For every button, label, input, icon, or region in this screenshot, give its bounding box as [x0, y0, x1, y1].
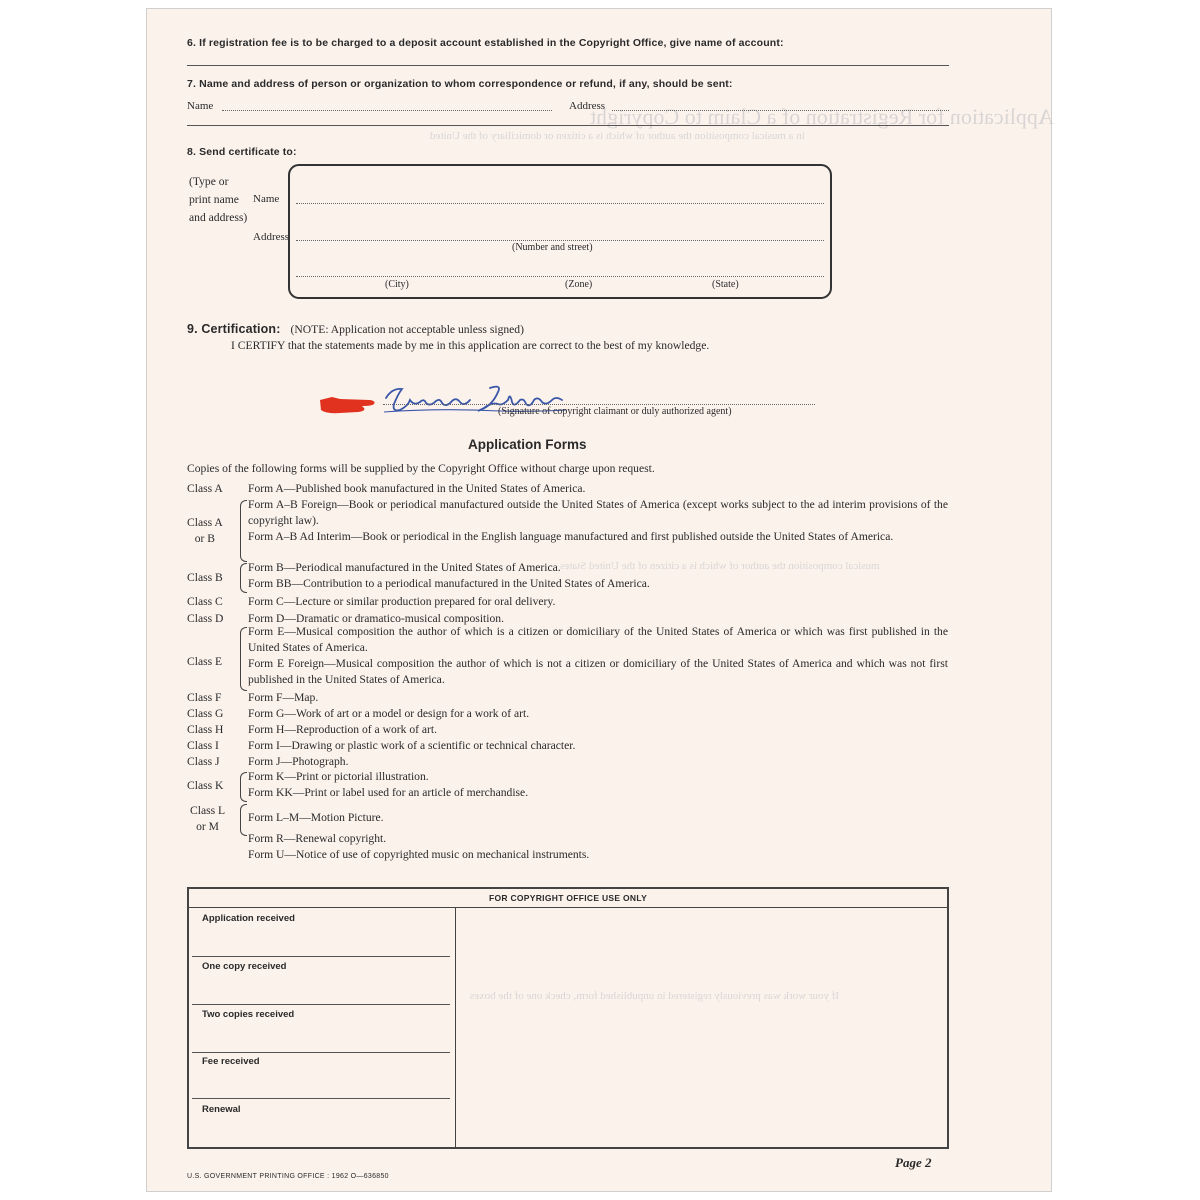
- form-entry: Form J—Photograph.: [248, 755, 349, 768]
- form-entry: Form R—Renewal copyright.: [248, 832, 387, 845]
- form-entry: Form K—Print or pictorial illustration.: [248, 770, 429, 783]
- name-label: Name: [187, 100, 214, 112]
- bracket: [240, 500, 247, 562]
- form-entry: Form C—Lecture or similar production prepared for oral delivery.: [248, 595, 556, 608]
- send-name-field[interactable]: [296, 203, 824, 204]
- class-label: Class F: [187, 691, 222, 704]
- item-6-heading: 6. If registration fee is to be charged to a deposit account established in the Copyright Office, give name of account:: [187, 37, 784, 49]
- office-row-divider: [192, 1004, 450, 1005]
- page-number: Page 2: [895, 1155, 932, 1170]
- send-street-field[interactable]: [296, 240, 824, 241]
- form-entry: Form A–B Ad Interim—Book or periodical in the English language manufactured and first published outside the United States of America.: [248, 530, 894, 543]
- class-label: Class E: [187, 655, 223, 668]
- class-label-line: or B: [194, 532, 216, 545]
- form-entry: Form F—Map.: [248, 691, 319, 704]
- certification-note: (NOTE: Application not acceptable unless signed): [290, 323, 524, 336]
- office-row-label: Renewal: [202, 1104, 241, 1115]
- class-label: Class B: [187, 571, 223, 584]
- bleed-through-text: If your work was previously registered in unpublished form, check one of the boxes: [470, 990, 840, 1002]
- class-label: Class K: [187, 779, 224, 792]
- form-entry: Form E—Musical composition the author of which is a citizen or domiciliary of the United States of America or which was first published in the United States of America.: [248, 625, 948, 654]
- bleed-through-text: Application for Registration of a Claim to Copyright: [590, 104, 1054, 129]
- item-6-line[interactable]: [187, 65, 949, 66]
- item-7-underline: [187, 125, 949, 126]
- class-label-line: Class A: [187, 516, 223, 529]
- class-label: Class A: [187, 482, 223, 495]
- class-label: [190, 803, 225, 835]
- bleed-through-text: musical composition the author of which is a citizen of the United States: [560, 560, 880, 572]
- office-row-label: One copy received: [202, 961, 287, 972]
- form-entry: Form E Foreign—Musical composition the author of which is not a citizen or domiciliary of the United States of America and which was not first published in the United States of America.: [248, 657, 948, 686]
- name-field[interactable]: [222, 110, 552, 111]
- office-row-label: Two copies received: [202, 1009, 295, 1020]
- class-label: Class I: [187, 739, 219, 752]
- class-label: [187, 515, 223, 547]
- state-caption: (State): [712, 279, 739, 290]
- bracket: [240, 563, 247, 593]
- forms-intro: Copies of the following forms will be supplied by the Copyright Office without charge upon request.: [187, 462, 655, 475]
- class-label: Class H: [187, 723, 224, 736]
- office-row-divider: [192, 956, 450, 957]
- send-certificate-box: [288, 164, 832, 299]
- office-row-divider: [192, 1052, 450, 1053]
- item-8-heading: 8. Send certificate to:: [187, 146, 297, 158]
- form-entry: Form H—Reproduction of a work of art.: [248, 723, 438, 736]
- class-label-line: or M: [196, 820, 219, 833]
- signature-caption: (Signature of copyright claimant or duly authorized agent): [498, 406, 732, 417]
- street-caption: (Number and street): [512, 242, 593, 253]
- form-entry: Form BB—Contribution to a periodical manufactured in the United States of America.: [248, 577, 650, 590]
- form-entry: Form L–M—Motion Picture.: [248, 811, 384, 824]
- form-entry: Form A–B Foreign—Book or periodical manufactured outside the United States of America (except works subject to the ad interim provisions of the copyright law).: [248, 498, 948, 527]
- bracket: [240, 772, 247, 802]
- form-entry: Form G—Work of art or a model or design for a work of art.: [248, 707, 530, 720]
- bracket: [240, 804, 247, 836]
- type-or-print-note: (Type or print name and address): [189, 175, 248, 224]
- item-9-heading: [187, 320, 524, 338]
- send-address-label: Address: [253, 231, 290, 243]
- pointing-hand-icon: [318, 393, 380, 417]
- send-city-zone-state-field[interactable]: [296, 276, 824, 277]
- office-use-title: FOR COPYRIGHT OFFICE USE ONLY: [488, 893, 648, 903]
- class-label: Class G: [187, 707, 224, 720]
- signature-field[interactable]: [383, 404, 815, 405]
- application-forms-title: Application Forms: [468, 437, 587, 452]
- class-label: Class C: [187, 595, 223, 608]
- form-entry: Form I—Drawing or plastic work of a scientific or technical character.: [248, 739, 576, 752]
- printing-office-imprint: U.S. GOVERNMENT PRINTING OFFICE : 1962 O—636850: [187, 1173, 389, 1180]
- item-7-heading: 7. Name and address of person or organization to whom correspondence or refund, if any, should be sent:: [187, 78, 733, 90]
- office-use-box: [187, 887, 949, 1149]
- form-entry: Form A—Published book manufactured in the United States of America.: [248, 482, 586, 495]
- form-entry: Form U—Notice of use of copyrighted music on mechanical instruments.: [248, 848, 590, 861]
- class-label-line: Class L: [190, 804, 226, 817]
- bleed-through-text: in a musical composition the author of which is a citizen or domiciliary of the United: [430, 130, 805, 142]
- form-entry: Form KK—Print or label used for an article of merchandise.: [248, 786, 529, 799]
- certify-statement: I CERTIFY that the statements made by me in this application are correct to the best of my knowledge.: [231, 339, 710, 352]
- office-row-label: Application received: [202, 913, 295, 924]
- city-caption: (City): [385, 279, 409, 290]
- office-row-label: Fee received: [202, 1056, 260, 1067]
- office-title-divider: [187, 907, 949, 908]
- zone-caption: (Zone): [565, 279, 593, 290]
- address-field[interactable]: [612, 110, 949, 111]
- office-column-divider: [455, 907, 456, 1149]
- class-label: Class D: [187, 612, 224, 625]
- class-label: Class J: [187, 755, 220, 768]
- address-label: Address: [569, 100, 606, 112]
- certification-title: 9. Certification:: [187, 322, 281, 336]
- office-row-divider: [192, 1098, 450, 1099]
- send-name-label: Name: [253, 193, 280, 205]
- form-entry: Form D—Dramatic or dramatico-musical composition.: [248, 612, 504, 625]
- form-entry: Form B—Periodical manufactured in the United States of America.: [248, 561, 561, 574]
- bracket: [240, 627, 247, 691]
